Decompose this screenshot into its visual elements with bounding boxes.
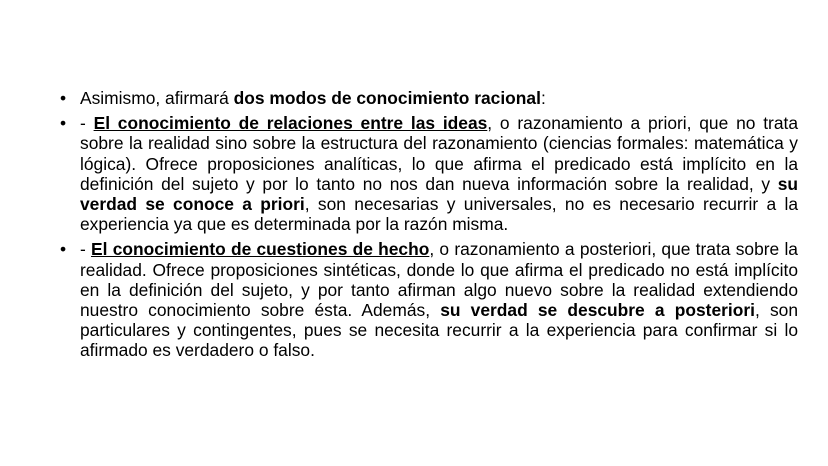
bullet-item-relaciones-ideas	[60, 113, 798, 234]
text-segment: Asimismo, afirmará	[80, 88, 234, 108]
bullet-item-modos	[60, 88, 798, 108]
text-segment: , son particulares y contingentes, pues se necesita recurrir a la experiencia para confirmar si lo afirmado es verdadero o falso.	[80, 300, 798, 361]
emphasis-dos-modos: dos modos de conocimiento racional	[233, 88, 541, 108]
text-segment: :	[540, 88, 546, 108]
bullet-icon: •	[60, 239, 67, 260]
text-segment: -	[80, 113, 94, 134]
text-segment: -	[80, 239, 92, 260]
bullet-item-cuestiones-hecho	[60, 239, 798, 360]
emphasis-a-priori: su verdad se conoce a priori	[80, 173, 798, 215]
heading-relaciones-ideas: El conocimiento de relaciones entre las ideas	[93, 113, 488, 134]
heading-cuestiones-hecho: El conocimiento de cuestiones de hecho	[91, 239, 430, 260]
slide-content	[60, 88, 798, 366]
text-segment: , o razonamiento a posteriori, que trata sobre la realidad. Ofrece proposiciones sintéticas, donde lo que afirma el predicado no está implícito en la definición del sujeto, y por tanto afirman algo nuevo sobre la realidad extendiendo nuestro conocimiento sobre ésta. Además,	[80, 239, 798, 321]
bullet-list	[60, 88, 798, 361]
bullet-icon: •	[60, 113, 67, 134]
text-segment: , o razonamiento a priori, que no trata sobre la realidad sino sobre la estructura del razonamiento (ciencias formales: matemática y lógica). Ofrece proposiciones analíticas, lo que afirma el predicado está implícito en la definición del sujeto y por lo tanto no nos dan nueva información sobre la realidad, y	[80, 113, 798, 194]
emphasis-a-posteriori: su verdad se descubre a posteriori	[440, 300, 755, 321]
text-segment: , son necesarias y universales, no es necesario recurrir a la experiencia ya que es determinada por la razón misma.	[80, 194, 799, 235]
bullet-icon: •	[60, 88, 67, 108]
